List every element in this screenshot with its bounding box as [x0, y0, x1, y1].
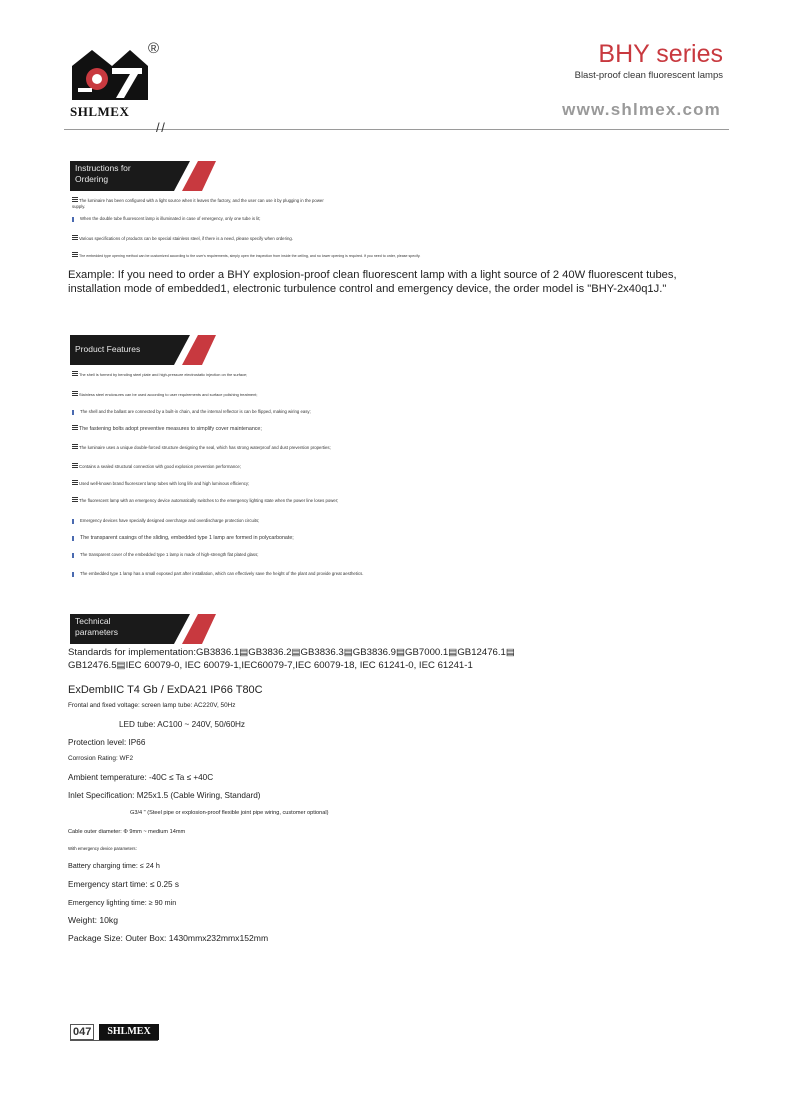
brand-logo-text: SHLMEX	[70, 104, 130, 119]
protection-level: Protection level: IP66	[68, 738, 146, 747]
ordering-item	[72, 216, 261, 222]
inlet-spec: Inlet Specification: M25x1.5 (Cable Wiring, Standard)	[68, 791, 261, 800]
feature-item-text: The embedded type 1 lamp has a small exposed part after installation, which can effectively save the height of the plant and provide great aesthetics.	[80, 571, 364, 576]
feature-item	[72, 497, 338, 503]
technical-label-line1: Technical	[75, 616, 111, 626]
feature-item	[72, 425, 262, 432]
ordering-section-header	[70, 161, 216, 191]
arrow-bullet-icon	[72, 217, 78, 222]
emergency-header: With emergency device parameters:	[68, 846, 137, 851]
feature-item-text: The luminaire uses a unique double-forced structure designing the seal, which has strong waterproof and dust prevention properties;	[79, 445, 331, 450]
arrow-bullet-icon	[72, 519, 78, 524]
footer-brand-logo: SHLMEX	[99, 1024, 159, 1040]
feature-item-text: The fastening bolts adopt preventive measures to simplify cover maintenance;	[79, 426, 262, 432]
feature-item	[72, 518, 259, 524]
page-number: 047	[70, 1024, 94, 1040]
emergency-lighting: Emergency lighting time: ≥ 90 min	[68, 898, 177, 907]
feature-item-text: The fluorescent lamp with an emergency device automatically switches to the emergency lighting state when the power line loses power;	[79, 498, 339, 503]
ex-marking: ExDembIIC T4 Gb / ExDA21 IP66 T80C	[68, 684, 263, 696]
feature-item	[72, 444, 331, 450]
feature-item-text: Emergency devices have specially designed overcharge and overdischarge protection circuits;	[80, 518, 260, 523]
features-section-header	[70, 335, 216, 365]
emergency-start: Emergency start time: ≤ 0.25 s	[68, 880, 179, 889]
bullet-icon	[72, 425, 78, 431]
ordering-example: Example: If you need to order a BHY explosion-proof clean fluorescent lamp with a light source of 2 40W fluorescent tubes, installation mode of embedded1, electronic turbulence control and emergency device, the order model is "BHY-2x40q1J."	[68, 269, 677, 295]
package-size: Package Size: Outer Box: 1430mmx232mmx152mm	[68, 933, 269, 943]
feature-item-text: Stainless steel enclosures can be used according to user requirements and surface polishing treatment;	[79, 392, 258, 397]
standards-line: Standards for implementation:GB3836.1▤GB3836.2▤GB3836.3▤GB3836.9▤GB7000.1▤GB12476.1▤	[68, 647, 515, 658]
bullet-icon	[72, 497, 78, 503]
arrow-bullet-icon	[72, 553, 78, 558]
ordering-item-text: When the double tube fluorescent lamp is illuminated in case of emergency, only one tube is lit;	[80, 216, 261, 221]
ordering-label-line2: Ordering	[75, 174, 109, 184]
feature-item-text: Contains a sealed structural connection with good explosion prevention performance;	[79, 464, 241, 469]
arrow-bullet-icon	[72, 536, 78, 541]
bullet-icon	[72, 235, 78, 241]
series-subtitle: Blast-proof clean fluorescent lamps	[574, 70, 723, 81]
technical-label-line2: parameters	[75, 627, 118, 637]
bullet-icon	[72, 463, 78, 469]
bullet-icon	[72, 197, 78, 203]
ordering-label-line1: Instructions for	[75, 163, 131, 173]
technical-section-header	[70, 614, 216, 644]
cable-diameter: Cable outer diameter: Φ 9mm ~ medium 14mm	[68, 829, 186, 835]
feature-item	[72, 391, 257, 397]
feature-item-text: The transparent casings of the sliding, embedded type 1 lamp are formed in polycarbonate;	[80, 535, 294, 541]
battery-charging: Battery charging time: ≤ 24 h	[68, 861, 160, 870]
features-label: Product Features	[75, 344, 141, 354]
feature-item	[72, 571, 363, 577]
ordering-item-text: Various specifications of products can be special stainless steel, if there is a need, please specify when ordering.	[79, 236, 293, 241]
bullet-icon	[72, 480, 78, 486]
ordering-item	[72, 197, 332, 210]
ambient-temperature: Ambient temperature: -40C ≤ Ta ≤ +40C	[68, 773, 214, 782]
ordering-item	[72, 235, 293, 241]
feature-item-text: The shell and the ballast are connected by a built-in chain, and the internal reflector is can be flipped, making wiring easy;	[80, 409, 311, 414]
footer-divider	[70, 1040, 158, 1041]
technical-label	[75, 616, 155, 638]
arrow-bullet-icon	[72, 572, 78, 577]
corrosion-rating: Corrosion Rating: WF2	[68, 755, 133, 762]
inlet-optional: G3/4 " (Steel pipe or explosion-proof flexible joint pipe wiring, customer optional)	[130, 810, 329, 816]
feature-item	[72, 480, 249, 486]
arrow-bullet-icon	[72, 410, 78, 415]
standards-line: GB12476.5▤IEC 60079-0, IEC 60079-1,IEC60079-7,IEC 60079-18, IEC 61241-0, IEC 61241-1	[68, 660, 473, 671]
website-url[interactable]: www.shlmex.com	[562, 100, 721, 119]
feature-item-text: Used well-known brand fluorescent lamp tubes with long life and high luminous efficiency;	[79, 481, 250, 486]
feature-item	[72, 552, 258, 558]
ordering-item-text: The luminaire has been configured with a light source when it leaves the factory, and the user can use it by plugging in the power supply.	[72, 198, 324, 209]
bullet-icon	[72, 252, 78, 258]
ordering-label	[75, 163, 155, 185]
bullet-icon	[72, 371, 78, 377]
registered-mark: ®	[148, 40, 160, 57]
voltage-fluorescent: Frontal and fixed voltage: screen lamp tube: AC220V, 50Hz	[68, 702, 236, 709]
feature-item-text: The shell is formed by bending steel plate and high-pressure electrostatic injection on the surface;	[79, 372, 248, 377]
brand-logo-icon	[72, 44, 150, 100]
voltage-led: LED tube: AC100 ~ 240V, 50/60Hz	[119, 720, 246, 729]
header-slashes: / /	[156, 120, 164, 135]
weight: Weight: 10kg	[68, 915, 119, 925]
ordering-item-text: The embedded type opening method can be customized according to the user's requirements, simply open the inspection from inside the ceiling, and no lower opening is required. If you need to order, please specify.	[79, 254, 421, 258]
feature-item-text: The transparent cover of the embedded type 1 lamp is made of high-strength flat plated glass;	[80, 552, 259, 557]
series-title: BHY series	[598, 40, 723, 68]
feature-item	[72, 535, 294, 541]
bullet-icon	[72, 391, 78, 397]
feature-item	[72, 463, 241, 469]
bullet-icon	[72, 444, 78, 450]
feature-item	[72, 409, 311, 415]
feature-item	[72, 371, 247, 377]
ordering-item	[72, 252, 420, 258]
